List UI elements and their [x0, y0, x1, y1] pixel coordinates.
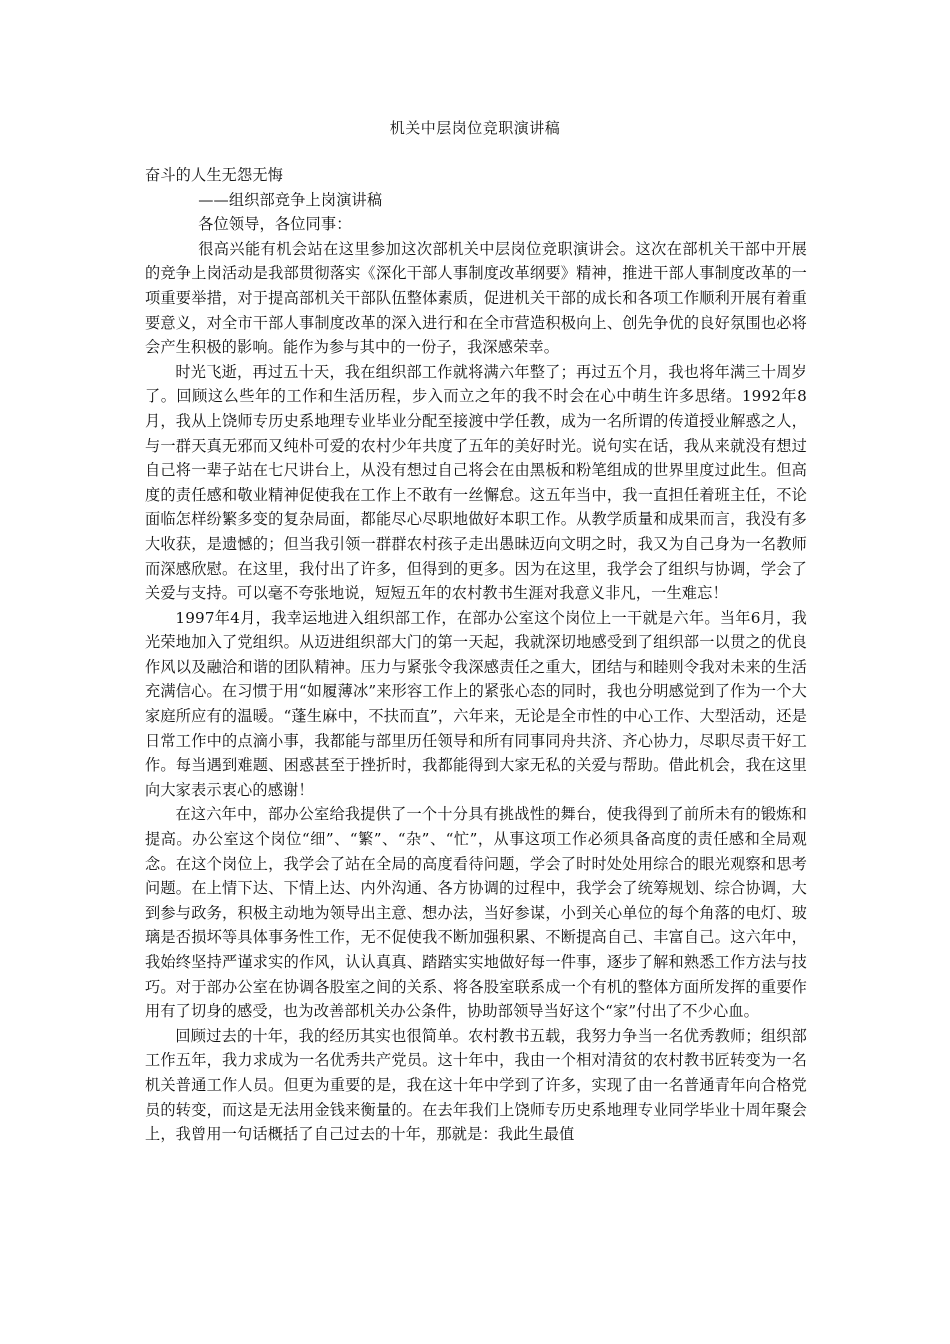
paragraph-3: 1997年4月，我幸运地进入组织部工作，在部办公室这个岗位上一干就是六年。当年6月，我光荣地加入了党组织。从迈进组织部大门的第一天起，我就深切地感受到了组织部一以贯之的优良作风以及融洽和谐的团队精神。压力与紧张令我深感责任之重大，团结与和睦则令我对未来的生活充满信心。在习惯于用“如履薄冰”来形容工作上的紧张心态的同时，我也分明感觉到了作为一个大家庭所应有的温暖。“蓬生麻中，不扶而直”，六年来，无论是全市性的中心工作、大型活动，还是日常工作中的点滴小事，我都能与部里历任领导和所有同事同舟共济、齐心协力，尽职尽责干好工作。每当遇到难题、困惑甚至于挫折时，我都能得到大家无私的关爱与帮助。借此机会，我在这里向大家表示衷心的感谢！: [145, 608, 807, 799]
greeting: 各位领导，各位同事：: [198, 215, 352, 234]
paragraph-2: 时光飞逝，再过五十天，我在组织部工作就将满六年整了；再过五个月，我也将年满三十周岁了。回顾这么些年的工作和生活历程，步入而立之年的我不时会在心中萌生许多思绪。1992年8月，我从上饶师专历史系地理专业毕业分配至接渡中学任教，成为一名所谓的传道授业解惑之人，与一群天真无邪而又纯朴可爱的农村少年共度了五年的美好时光。说句实在话，我从来就没有想过自己将一辈子站在七尺讲台上，从没有想过自己将会在由黑板和粉笔组成的世界里度过此生。但高度的责任感和敬业精神促使我在工作上不敢有一丝懈怠。这五年当中，我一直担任着班主任，不论面临怎样纷繁多变的复杂局面，都能尽心尽职地做好本职工作。从教学质量和成果而言，我没有多大收获，是遗憾的；但当我引领一群群农村孩子走出愚昧迈向文明之时，我又为自己身为一名教师而深感欣慰。在这里，我付出了许多，但得到的更多。因为在这里，我学会了组织与协调，学会了关爱与支持。可以毫不夸张地说，短短五年的农村教书生涯对我意义非凡，一生难忘！: [145, 362, 807, 603]
paragraph-4: 在这六年中，部办公室给我提供了一个十分具有挑战性的舞台，使我得到了前所未有的锻炼和提高。办公室这个岗位“细”、“繁”、“杂”、“忙”，从事这项工作必须具备高度的责任感和全局观念。在这个岗位上，我学会了站在全局的高度看待问题，学会了时时处处用综合的眼光观察和思考问题。在上情下达、下情上达、内外沟通、各方协调的过程中，我学会了统筹规划、综合协调，大到参与政务，积极主动地为领导出主意、想办法，当好参谋，小到关心单位的每个角落的电灯、玻璃是否损坏等具体事务性工作，无不促使我不断加强积累、不断提高自己、丰富自己。这六年中，我始终坚持严谨求实的作风，认认真真、踏踏实实地做好每一件事，逐步了解和熟悉工作方法与技巧。对于部办公室在协调各股室之间的关系、将各股室联系成一个有机的整体方面所发挥的重要作用有了切身的感受，也为改善部机关办公条件，协助部领导当好这个“家”付出了不少心血。: [145, 805, 807, 1021]
speech-heading: 奋斗的人生无怨无悔: [145, 166, 284, 184]
document-title: 机关中层岗位竞职演讲稿: [389, 119, 561, 137]
paragraph-5: 回顾过去的十年，我的经历其实也很简单。农村教书五载，我努力争当一名优秀教师；组织部工作五年，我力求成为一名优秀共产党员。这十年中，我由一个相对清贫的农村教书匠转变为一名机关普通工作人员。但更为重要的是，我在这十年中学到了许多，实现了由一名普通青年向合格党员的转变，而这是无法用金钱来衡量的。在去年我们上饶师专历史系地理专业同学毕业十周年聚会上，我曾用一句话概括了自己过去的十年，那就是：我此生最值: [145, 1026, 807, 1144]
speech-subheading: ——组织部竞争上岗演讲稿: [198, 190, 383, 209]
document-body: [145, 163, 807, 1147]
paragraph-1: 很高兴能有机会站在这里参加这次部机关中层岗位竞职演讲会。这次在部机关干部中开展的竞争上岗活动是我部贯彻落实《深化干部人事制度改革纲要》精神，推进干部人事制度改革的一项重要举措，对于提高部机关干部队伍整体素质，促进机关干部的成长和各项工作顺利开展有着重要意义，对全市干部人事制度改革的深入进行和在全市营造积极向上、创先争优的良好氛围也必将会产生积极的影响。能作为参与其中的一份子，我深感荣幸。: [145, 239, 807, 357]
